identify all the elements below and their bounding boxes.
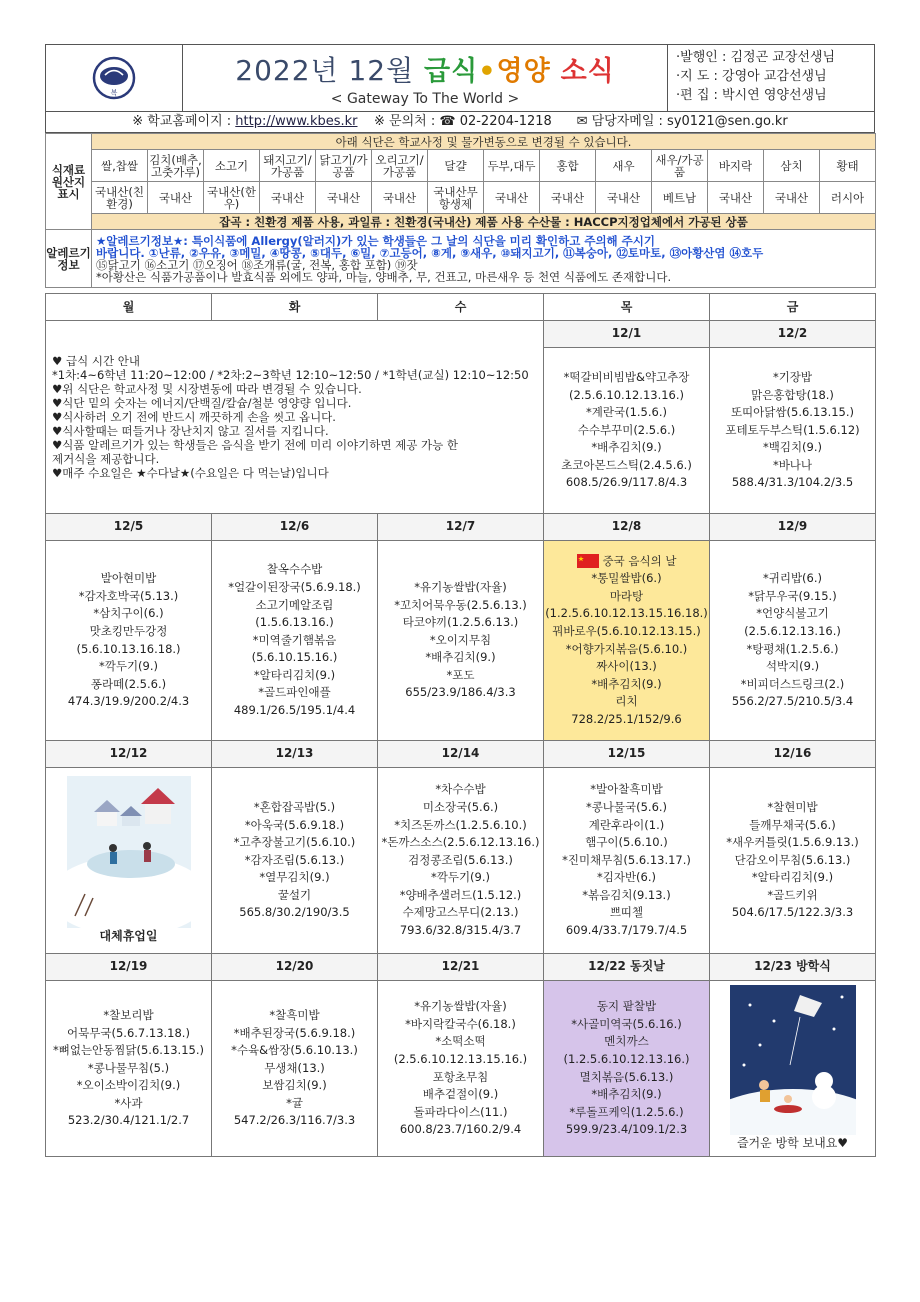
staff-list [668, 45, 874, 111]
origin-value-1: 국내산 [148, 182, 204, 214]
menu-item: (2.5.6.12.13.16.) [744, 623, 841, 638]
menu-item: *배추김치(9.) [425, 650, 496, 665]
menu-12-8-items [544, 570, 709, 728]
menu-item: *사과 [114, 1095, 143, 1110]
email-label: ✉ 담당자메일 : sy0121@sen.go.kr [576, 114, 788, 129]
origin-value-7: 국내산 [484, 182, 540, 214]
menu-item: *혼합잡곡밥(5.) [253, 799, 336, 814]
menu-item: *알타리김치(9.) [751, 870, 834, 885]
menu-item: 계란후라이(1.) [588, 817, 665, 832]
menu-item: *발아찰흑미밥 [590, 782, 663, 797]
newsletter [45, 44, 875, 1157]
menu-item: 547.2/26.3/116.7/3.3 [233, 1113, 356, 1128]
menu-item: *유기농쌀밥(자율) [414, 999, 507, 1014]
menu-item: *차수수밥 [435, 782, 486, 797]
origin-item-7: 두부,대두 [484, 150, 540, 182]
menu-item: *깍두기(9.) [430, 870, 491, 885]
menu-item: *감자호박국(5.13.) [78, 588, 179, 603]
weekday-0: 월 [46, 294, 212, 321]
week4-dates-row [46, 954, 876, 981]
menu-item: *김자반(6.) [596, 870, 657, 885]
menu-item: *새우커틀릿(1.5.6.9.13.) [726, 835, 859, 850]
menu-item: (2.5.6.10.12.13.16.) [568, 387, 685, 402]
title-news: 소식 [560, 56, 615, 87]
menu-item: *볶음김치(9.13.) [582, 887, 671, 902]
menu-item: 찰옥수수밥 [266, 562, 323, 577]
menu-item: *콩나물무침(5.) [87, 1060, 170, 1075]
origin-value-12: 국내산 [764, 182, 820, 214]
menu-12-2 [710, 348, 876, 514]
menu-item: 포테토두부스틱(1.5.6.12) [725, 422, 860, 437]
menu-12-5 [46, 541, 212, 741]
menu-item: 556.2/27.5/210.5/3.4 [731, 694, 854, 709]
menu-item: 609.4/33.7/179.7/4.5 [565, 923, 688, 938]
menu-item: *뼈없는안동찜닭(5.6.13.15.) [52, 1043, 204, 1058]
menu-item: *오이소박이김치(9.) [76, 1078, 181, 1093]
newsletter-title [183, 49, 667, 89]
allergy-line-4: *아황산은 식품가공품이나 발효식품 외에도 양파, 마늘, 양배추, 무, 건표고, 마른새우 등 천연 식품에도 존재합니다. [96, 269, 672, 284]
china-day-title: 중국 음식의 날 [544, 553, 709, 571]
origin-footer: 잡곡 : 친환경 제품 사용, 과일류 : 친환경(국내산) 제품 사용 수산물 : HACCP지정업체에서 가공된 상품 [92, 214, 876, 230]
origin-item-11: 바지락 [708, 150, 764, 182]
menu-item: *골드파인애플 [258, 685, 331, 700]
menu-item: *돈까스소스(2.5.6.12.13.16.) [381, 835, 540, 850]
menu-item: *배추김치(9.) [591, 440, 662, 455]
winter-village-illustration [67, 776, 191, 928]
menu-item: *어향가지볶음(5.6.10.) [565, 641, 688, 656]
menu-12-1 [544, 348, 710, 514]
menu-item: *계란국(1.5.6.) [586, 405, 667, 420]
menu-item: *바나나 [772, 457, 813, 472]
menu-12-8 [544, 541, 710, 741]
menu-item: (5.6.10.13.16.18.) [76, 641, 181, 656]
weekday-2: 수 [378, 294, 544, 321]
menu-item: *비피더스드링크(2.) [740, 676, 845, 691]
date-cell: 12/22 동짓날 [544, 954, 710, 981]
menu-item: *양배추샐러드(1.5.12.) [399, 887, 522, 902]
menu-item: *귀리밥(6.) [762, 571, 823, 586]
menu-item: 멸치볶음(5.6.13.) [579, 1069, 674, 1084]
menu-item: 발아현미밥 [100, 571, 157, 586]
origin-value-2: 국내산(한우) [204, 182, 260, 214]
menu-item: (2.5.6.10.12.13.15.16.) [393, 1051, 528, 1066]
menu-item: *백김치(9.) [762, 440, 823, 455]
menu-item: 474.3/19.9/200.2/4.3 [67, 694, 190, 709]
title-cell [183, 45, 668, 111]
menu-item: 소고기메알조림 [255, 597, 334, 612]
menu-item: *꼬치어묵우동(2.5.6.13.) [394, 597, 527, 612]
date-cell: 12/23 방학식 [710, 954, 876, 981]
date-cell: 12/7 [378, 514, 544, 541]
menu-item: 단감오이무침(5.6.13.) [734, 852, 851, 867]
menu-item: *진미채무침(5.6.13.17.) [562, 852, 691, 867]
info-line: ♥식단 밑의 숫자는 에너지/단백질/칼슘/철분 영양량 입니다. [52, 396, 352, 410]
menu-item: 꿔바로우(5.6.10.12.13.15.) [552, 623, 701, 638]
china-flag-icon [577, 554, 599, 568]
menu-item: *사골미역국(5.6.16.) [571, 1016, 682, 1031]
origin-table [45, 133, 876, 288]
info-line: ♥ 급식 시간 안내 [52, 354, 140, 368]
origin-value-4: 국내산 [316, 182, 372, 214]
weekday-4: 금 [710, 294, 876, 321]
menu-item: *치즈돈까스(1.2.5.6.10.) [394, 817, 527, 832]
menu-item: 포항초무침 [432, 1069, 489, 1084]
menu-12-20 [212, 981, 378, 1157]
meal-info-notice [46, 321, 544, 514]
origin-item-2: 소고기 [204, 150, 260, 182]
info-line: ♥매주 수요일은 ★수다날★(수요일은 다 먹는날)입니다 [52, 466, 329, 480]
menu-item: 타코야끼(1.2.5.6.13.) [402, 615, 519, 630]
contact-bar [45, 112, 875, 133]
date-cell: 12/12 [46, 741, 212, 768]
menu-item: 588.4/31.3/104.2/3.5 [731, 475, 854, 490]
menu-item: *배추김치(9.) [591, 1087, 662, 1102]
origin-value-13: 러시아 [820, 182, 876, 214]
header [45, 44, 875, 112]
title-meal: 급식 [424, 56, 479, 87]
week2-dates-row [46, 514, 876, 541]
weekday-1: 화 [212, 294, 378, 321]
origin-item-8: 홍합 [540, 150, 596, 182]
menu-item: 어묵무국(5.6.7.13.18.) [67, 1025, 190, 1040]
date-cell: 12/19 [46, 954, 212, 981]
origin-item-10: 새우/가공품 [652, 150, 708, 182]
date-cell: 12/16 [710, 741, 876, 768]
allergy-side-label: 알레르기 정보 [46, 230, 92, 288]
menu-item: *귤 [286, 1095, 303, 1110]
allergy-line-1: ★알레르기정보★: 특이식품에 Allergy(알러지)가 있는 학생들은 그 날의 식단을 미리 확인하고 주의해 주시기 [96, 233, 655, 248]
menu-item: *탕평채(1.2.5.6.) [746, 641, 839, 656]
menu-item: 728.2/25.1/152/9.6 [571, 711, 682, 726]
svg-text:복: 복 [110, 89, 118, 97]
date-cell: 12/15 [544, 741, 710, 768]
menu-item: 배추겉절이(9.) [422, 1087, 499, 1102]
menu-item: *기장밥 [772, 369, 813, 384]
menu-item: *감자조림(5.6.13.) [244, 852, 345, 867]
menu-12-16 [710, 768, 876, 954]
menu-item: 793.6/32.8/315.4/3.7 [399, 923, 522, 938]
menu-item: *유기농쌀밥(자율) [414, 579, 507, 594]
allergy-line-2: 바랍니다. ①난류, ②우유, ③메밀, ④땅콩, ⑤대두, ⑥밀, ⑦고등어, ⑧게, ⑨새우, ⑩돼지고기, ⑪복숭아, ⑫토마토, ⑬아황산염 ⑭호두 [96, 245, 764, 260]
date-cell: 12/8 [544, 514, 710, 541]
menu-12-22 [544, 981, 710, 1157]
menu-item: 수수부꾸미(2.5.6.) [577, 422, 676, 437]
weekday-3: 목 [544, 294, 710, 321]
menu-item: *찰현미밥 [767, 799, 818, 814]
origin-item-6: 달걀 [428, 150, 484, 182]
menu-item: 655/23.9/186.4/3.3 [405, 685, 516, 700]
origin-item-4: 닭고기/가공품 [316, 150, 372, 182]
menu-item: 무생채(13.) [264, 1060, 325, 1075]
menu-item: 504.6/17.5/122.3/3.3 [731, 905, 854, 920]
menu-item: *골드키위 [767, 887, 818, 902]
menu-12-19 [46, 981, 212, 1157]
homepage-label: ※ 학교홈페이지 : [132, 114, 236, 129]
date-cell: 12/5 [46, 514, 212, 541]
holiday-caption: 대체휴업일 [99, 928, 158, 943]
date-cell: 12/9 [710, 514, 876, 541]
vacation-cell [710, 981, 876, 1157]
title-dot: • [478, 56, 497, 87]
origin-value-6: 국내산무항생제 [428, 182, 484, 214]
week3-dates-row [46, 741, 876, 768]
menu-12-15 [544, 768, 710, 954]
homepage-link[interactable]: http://www.kbes.kr [235, 114, 358, 129]
menu-item: *포도 [446, 667, 475, 682]
origin-value-10: 베트남 [652, 182, 708, 214]
menu-item: 꿀설기 [277, 887, 312, 902]
menu-item: 퐁라떼(2.5.6.) [90, 676, 167, 691]
menu-item: 짜사이(13.) [596, 659, 657, 674]
menu-item: *수육&쌈장(5.6.10.13.) [231, 1043, 358, 1058]
menu-item: 마라탕 [609, 588, 644, 603]
menu-item: *얼갈이된장국(5.6.9.18.) [228, 579, 361, 594]
info-line: ♥식사할때는 떠들거나 장난치지 않고 질서를 지킵니다. [52, 424, 329, 438]
menu-item: 쁘띠첼 [609, 905, 644, 920]
menu-item: 599.9/23.4/109.1/2.3 [565, 1122, 688, 1137]
menu-item: *오이지무침 [429, 632, 492, 647]
date-cell: 12/14 [378, 741, 544, 768]
menu-item: *배추된장국(5.6.9.18.) [233, 1025, 356, 1040]
menu-item: 수제망고스무디(2.13.) [402, 905, 519, 920]
info-line: *1차:4~6학년 11:20~12:00 / *2차:2~3학년 12:10~12:50 / *1학년(교실) 12:10~12:50 [52, 368, 529, 382]
menu-item: 보쌈김치(9.) [262, 1078, 327, 1093]
menu-item: 미소장국(5.6.) [422, 799, 499, 814]
info-line: ♥식사하러 오기 전에 반드시 깨끗하게 손을 씻고 옵니다. [52, 410, 336, 424]
origin-value-0: 국내산(친환경) [92, 182, 148, 214]
origin-item-1: 김치(배추,고춧가루) [148, 150, 204, 182]
menu-item: *소떡소떡 [435, 1034, 486, 1049]
menu-item: *삼치구이(6.) [93, 606, 164, 621]
meal-calendar [45, 293, 876, 1157]
menu-item: 맑은홍합탕(18.) [751, 387, 834, 402]
menu-item: *배추김치(9.) [591, 676, 662, 691]
menu-item: *루돌프케익(1.2.5.6.) [569, 1104, 684, 1119]
menu-item: 608.5/26.9/117.8/4.3 [565, 475, 688, 490]
origin-value-3: 국내산 [260, 182, 316, 214]
date-cell: 12/20 [212, 954, 378, 981]
info-line: ♥위 식단은 학교사정 및 시장변동에 따라 변경될 수 있습니다. [52, 382, 362, 396]
menu-item: (5.6.10.15.16.) [251, 650, 338, 665]
origin-value-8: 국내산 [540, 182, 596, 214]
origin-value-9: 국내산 [596, 182, 652, 214]
menu-item: (1.2.5.6.10.12.13.15.16.18.) [545, 606, 708, 621]
weekday-header-row [46, 294, 876, 321]
supervisor-line: ·지 도 : 강영아 교감선생님 [676, 69, 827, 84]
menu-item: 돌파라다이스(11.) [413, 1104, 508, 1119]
menu-item: *알타리김치(9.) [253, 667, 336, 682]
menu-item: *미역줄기햄볶음 [252, 632, 337, 647]
origin-value-5: 국내산 [372, 182, 428, 214]
origin-item-12: 삼치 [764, 150, 820, 182]
menu-item: 맛초킹만두강정 [89, 623, 168, 638]
menu-12-14 [378, 768, 544, 954]
menu-12-9 [710, 541, 876, 741]
publisher-line: ·발행인 : 김정곤 교장선생님 [676, 50, 836, 65]
menu-12-7 [378, 541, 544, 741]
holiday-cell [46, 768, 212, 954]
title-nutrition: 영양 [496, 56, 551, 87]
subtitle: < Gateway To The World > [330, 91, 520, 107]
school-logo-icon [92, 56, 136, 100]
menu-item: *열무김치(9.) [259, 870, 330, 885]
editor-line: ·편 집 : 박시연 영양선생님 [676, 88, 827, 103]
info-line: ♥식품 알레르기가 있는 학생들은 음식을 받기 전에 미리 이야기하면 제공 가능 한 [52, 438, 459, 452]
menu-item: 초코아몬드스틱(2.4.5.6.) [561, 457, 692, 472]
menu-item: 석박지(9.) [765, 659, 820, 674]
origin-side-label: 식재료 원산지 표시 [46, 134, 92, 230]
menu-item: 들깨무채국(5.6.) [749, 817, 836, 832]
menu-item: *고추장불고기(5.6.10.) [233, 835, 356, 850]
origin-values-row [46, 182, 876, 214]
menu-item: 햄구이(5.6.10.) [585, 835, 668, 850]
menu-item: *아욱국(5.6.9.18.) [244, 817, 345, 832]
menu-item: 489.1/26.5/195.1/4.4 [233, 703, 356, 718]
logo-cell [46, 45, 183, 111]
winter-vacation-illustration [730, 985, 856, 1135]
menu-item: *언양식불고기 [756, 606, 829, 621]
date-cell: 12/6 [212, 514, 378, 541]
origin-item-13: 황태 [820, 150, 876, 182]
menu-item: (1.5.6.13.16.) [255, 615, 334, 630]
menu-item: *통밀쌀밥(6.) [591, 571, 662, 586]
phone-label: ※ 문의처 : ☎ 02-2204-1218 [374, 114, 552, 129]
origin-item-0: 쌀,찹쌀 [92, 150, 148, 182]
origin-item-3: 돼지고기/가공품 [260, 150, 316, 182]
date-cell: 12/13 [212, 741, 378, 768]
menu-item: *깍두기(9.) [98, 659, 159, 674]
origin-items-row [46, 150, 876, 182]
menu-item: 565.8/30.2/190/3.5 [239, 905, 350, 920]
menu-item: 멘치까스 [604, 1034, 649, 1049]
menu-item: 또띠아닭쌈(5.6.13.15.) [730, 405, 855, 420]
origin-item-5: 오리고기/가공품 [372, 150, 428, 182]
menu-item: *콩나물국(5.6.) [585, 799, 668, 814]
menu-item: (1.2.5.6.10.12.13.16.) [563, 1051, 690, 1066]
date-12-1: 12/1 [544, 321, 710, 348]
menu-item: *닭무우국(9.15.) [748, 588, 837, 603]
origin-item-9: 새우 [596, 150, 652, 182]
menu-12-21 [378, 981, 544, 1157]
allergy-line-3: ⑮닭고기 ⑯소고기 ⑰오징어 ⑱조개류(굴, 전복, 홍합 포함) ⑲잣 [96, 257, 418, 272]
date-12-2: 12/2 [710, 321, 876, 348]
origin-value-11: 국내산 [708, 182, 764, 214]
allergy-info [92, 230, 876, 288]
menu-item: *바지락칼국수(6.18.) [405, 1016, 516, 1031]
menu-item: *떡갈비비빔밥&약고추장 [563, 369, 690, 384]
date-cell: 12/21 [378, 954, 544, 981]
menu-12-6 [212, 541, 378, 741]
menu-12-13 [212, 768, 378, 954]
menu-item: *찰흑미밥 [269, 1007, 320, 1022]
title-year-month: 2022년 12월 [235, 54, 415, 87]
menu-item: 리치 [615, 694, 638, 709]
vacation-caption: 즐거운 방학 보내요♥ [736, 1135, 849, 1150]
origin-notice: 아래 식단은 학교사정 및 물가변동으로 변경될 수 있습니다. [92, 134, 876, 150]
menu-item: 523.2/30.4/121.1/2.7 [67, 1113, 190, 1128]
menu-item: 600.8/23.7/160.2/9.4 [399, 1122, 522, 1137]
menu-item: *찰보리밥 [103, 1007, 154, 1022]
menu-item: 검정콩조림(5.6.13.) [408, 852, 513, 867]
menu-item: 동지 팥찰밥 [596, 999, 657, 1014]
info-line: 제거식을 제공합니다. [52, 452, 160, 466]
